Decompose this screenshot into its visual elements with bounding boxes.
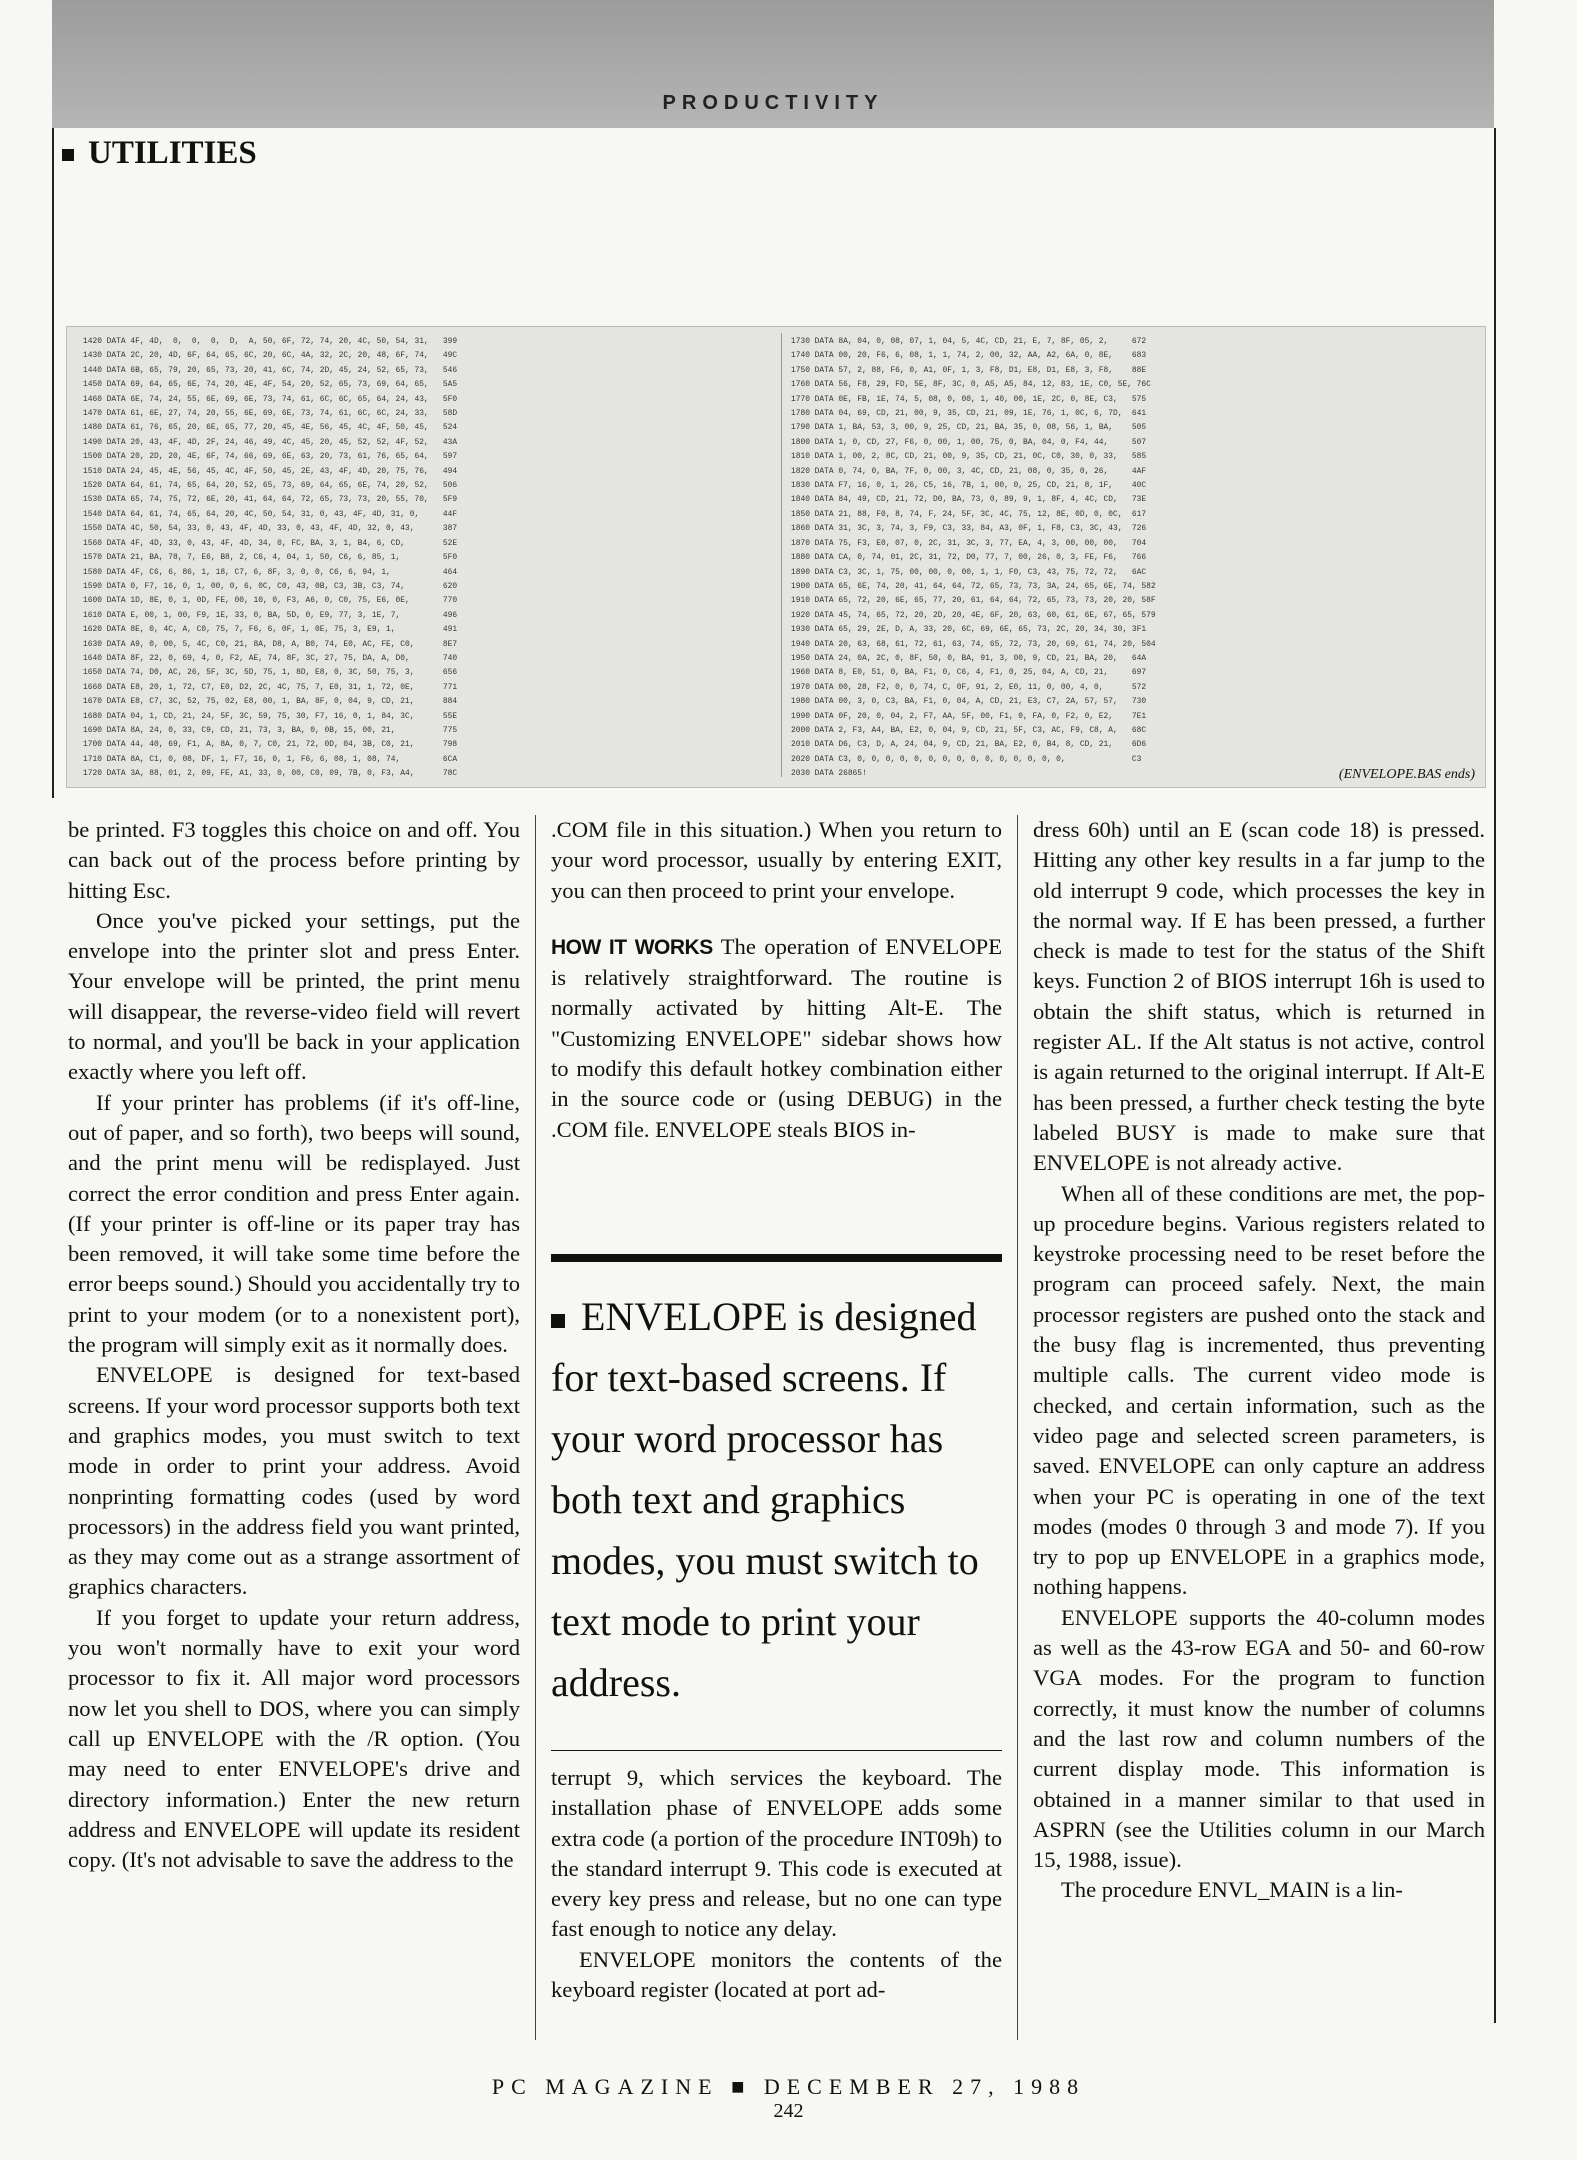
listing-line: 2030 DATA 26865! bbox=[791, 769, 867, 779]
listing-line: 2000 DATA 2, F3, A4, BA, E2, 0, 04, 9, CD, 21, 5F, C3, AC, F9, C8, A, 68C bbox=[791, 725, 1147, 735]
listing-line: 1470 DATA 61, 6E, 27, 74, 20, 55, 6E, 69, 6E, 73, 74, 61, 6C, 6C, 24, 33, 58D bbox=[83, 409, 458, 419]
paragraph: The procedure ENVL_MAIN is a lin- bbox=[1061, 1877, 1403, 1903]
listing-line: 1810 DATA 1, 00, 2, 8C, CD, 21, 00, 9, 35, CD, 21, 0C, C0, 30, 0, 33, 585 bbox=[791, 452, 1147, 462]
listing-line: 1970 DATA 00, 28, F2, 0, 0, 74, C, 0F, 91, 2, E0, 11, 0, 00, 4, 0, 572 bbox=[791, 682, 1147, 692]
listing-line: 1960 DATA 8, E0, 51, 0, BA, F1, 0, C6, 4, F1, 0, 25, 04, A, CD, 21, 697 bbox=[791, 668, 1147, 678]
listing-line: 1850 DATA 21, 88, F0, 8, 74, F, 24, 5F, 3C, 4C, 75, 12, 8E, 0D, 0, 0C, 617 bbox=[791, 509, 1147, 519]
right-border-rule bbox=[1494, 128, 1496, 2023]
bullet-square-icon bbox=[62, 149, 74, 161]
listing-line: 1930 DATA 65, 29, 2E, D, A, 33, 20, 6C, 69, 6E, 65, 73, 2C, 20, 34, 30, 3F1 bbox=[791, 625, 1147, 635]
listing-line: 1750 DATA 57, 2, 88, F6, 0, A1, 0F, 1, 3, F8, D1, E8, D1, E8, 3, F8, 88E bbox=[791, 365, 1147, 375]
paragraph: be printed. F3 toggles this choice on and off. You can back out of the process before printing by hitting Esc. bbox=[68, 817, 520, 903]
listing-line: 1940 DATA 20, 63, 68, 61, 72, 61, 63, 74, 65, 72, 73, 20, 69, 61, 74, 20, 504 bbox=[791, 639, 1156, 649]
listing-line: 1530 DATA 65, 74, 75, 72, 6E, 20, 41, 64, 64, 72, 65, 73, 73, 20, 55, 70, 5F9 bbox=[83, 495, 458, 505]
publication-name: PC MAGAZINE bbox=[491, 2074, 719, 2099]
listing-line: 1830 DATA F7, 16, 0, 1, 26, C5, 16, 7B, 1, 00, 0, 25, CD, 21, 8, 1F, 40C bbox=[791, 481, 1147, 491]
text-column-3 bbox=[1033, 815, 1485, 1906]
listing-line: 1950 DATA 24, 0A, 2C, 0, 8F, 50, 0, BA, 91, 3, 00, 9, CD, 21, BA, 20, 64A bbox=[791, 653, 1147, 663]
paragraph: Once you've picked your settings, put the envelope into the printer slot and press Enter. Your envelope will be printed, the print menu will disappear, the reverse-video field will revert to normal, and you'll be back in your application exactly where you left off. bbox=[68, 907, 520, 1085]
listing-line: 1520 DATA 64, 61, 74, 65, 64, 20, 52, 65, 73, 69, 64, 65, 6E, 74, 20, 52, 506 bbox=[83, 481, 458, 491]
listing-line: 2010 DATA D6, C3, D, A, 24, 04, 9, CD, 21, BA, E2, 0, B4, 8, CD, 21, 6D6 bbox=[791, 740, 1147, 750]
listing-line: 1780 DATA 04, 69, CD, 21, 00, 9, 35, CD, 21, 09, 1E, 76, 1, 0C, 6, 7D, 641 bbox=[791, 409, 1147, 419]
column-rule bbox=[1017, 815, 1018, 2040]
listing-line: 1590 DATA 0, F7, 16, 0, 1, 00, 0, 6, 0C, C0, 43, 0B, C3, 3B, C3, 74, 620 bbox=[83, 581, 458, 591]
listing-line: 1910 DATA 65, 72, 20, 6E, 65, 77, 20, 61, 64, 64, 72, 65, 73, 73, 20, 20, 58F bbox=[791, 596, 1156, 606]
pull-quote-rule bbox=[551, 1750, 1002, 1751]
bullet-square-icon bbox=[551, 1314, 565, 1328]
listing-line: 1610 DATA E, 00, 1, 00, F9, 1E, 33, 0, BA, 5D, 0, E9, 77, 3, 1E, 7, 496 bbox=[83, 610, 458, 620]
listing-divider bbox=[781, 333, 782, 777]
paragraph: terrupt 9, which services the keyboard. The installation phase of ENVELOPE adds some extra code (a portion of the procedure INT09h) to the standard interrupt 9. This code is executed at every key press and release, but no one can type fast enough to notice any delay. bbox=[551, 1765, 1002, 1942]
text-column-2 bbox=[551, 815, 1002, 1145]
column-rule bbox=[535, 815, 536, 2040]
paragraph: When all of these conditions are met, the pop-up procedure begins. Various registers related to keystroke processing need to be reset before the program can proceed safely. Next, the main processor registers are pushed onto the stack and the busy flag is incremented, thus preventing multiple calls. The current video mode is checked, and certain information, such as the video page and selected screen parameters, is saved. ENVELOPE can only capture an address when your PC is operating in one of the text modes (modes 0 through 3 and mode 7). If you try to pop up ENVELOPE in a graphics mode, nothing happens. bbox=[1033, 1180, 1485, 1600]
listing-left-column bbox=[83, 335, 457, 782]
paragraph: ENVELOPE monitors the contents of the keyboard register (located at port ad- bbox=[551, 1946, 1002, 2003]
listing-line: 1500 DATA 20, 2D, 20, 4E, 6F, 74, 66, 69, 6E, 63, 20, 73, 61, 76, 65, 64, 597 bbox=[83, 452, 458, 462]
listing-line: 1760 DATA 56, F8, 29, FD, 5E, 8F, 3C, 0, A5, A5, 84, 12, 83, 1E, C0, 5E, 76C bbox=[791, 380, 1151, 390]
listing-line: 1820 DATA 0, 74, 0, BA, 7F, 0, 00, 3, 4C, CD, 21, 08, 0, 35, 0, 26, 4AF bbox=[791, 466, 1147, 476]
issue-date: DECEMBER 27, 1988 bbox=[763, 2074, 1086, 2099]
subhead-how-it-works: HOW IT WORKS bbox=[551, 935, 713, 959]
listing-line: 1770 DATA 0E, FB, 1E, 74, 5, 08, 0, 00, 1, 40, 00, 1E, 2C, 0, 8E, C3, 575 bbox=[791, 394, 1147, 404]
paragraph: ENVELOPE supports the 40-column modes as well as the 43-row EGA and 50- and 60-row VGA modes. For the program to function correctly, it must know the number of columns and the last row and column numbers of the current display mode. This information is obtained in a manner similar to that used in ASPRN (see the Utilities column in our March 15, 1988, issue). bbox=[1033, 1604, 1485, 1873]
listing-line: 1570 DATA 21, BA, 78, 7, E6, B8, 2, C6, 4, 04, 1, 50, C6, 6, 85, 1, 5F0 bbox=[83, 553, 458, 563]
page-footer: PC MAGAZINE ■ DECEMBER 27, 1988 bbox=[491, 2074, 1086, 2099]
paragraph: If you forget to update your return address, you won't normally have to exit your word processor to fix it. All major word processors now let you shell to DOS, where you can simply call up ENVELOPE with the /R option. (You may need to enter ENVELOPE's drive and directory information.) Enter the new return address and ENVELOPE will update its resident copy. (It's not advisable to save the address to the bbox=[68, 1604, 520, 1873]
listing-line: 1620 DATA 8E, 0, 4C, A, C0, 75, 7, F6, 6, 0F, 1, 0E, 75, 3, E9, 1, 491 bbox=[83, 625, 458, 635]
listing-line: 1880 DATA CA, 0, 74, 01, 2C, 31, 72, D0, 77, 7, 00, 26, 0, 3, FE, F6, 766 bbox=[791, 553, 1147, 563]
listing-caption: (ENVELOPE.BAS ends) bbox=[1338, 767, 1475, 782]
listing-line: 1670 DATA E8, C7, 3C, 52, 75, 02, E8, 00, 1, BA, 8F, 0, 04, 9, CD, 21, 884 bbox=[83, 697, 458, 707]
listing-line: 1800 DATA 1, 0, CD, 27, F6, 0, 00, 1, 00, 75, 0, BA, 04, 0, F4, 44, 507 bbox=[791, 437, 1147, 447]
pull-quote-text: ENVELOPE is designed for text-based screens. If your word processor has both text and graphics modes, you must switch to text mode to print your address. bbox=[551, 1294, 979, 1705]
listing-line: 1550 DATA 4C, 50, 54, 33, 0, 43, 4F, 4D, 33, 0, 43, 4F, 4D, 32, 0, 43, 387 bbox=[83, 524, 458, 534]
listing-line: 1980 DATA 00, 3, 0, C3, BA, F1, 0, 04, A, CD, 21, E3, C7, 2A, 57, 57, 730 bbox=[791, 697, 1147, 707]
paragraph: ENVELOPE is designed for text-based screens. If your word processor supports both text and graphics modes, you must switch to text mode in order to print your address. Avoid nonprinting formatting codes (used by word processors) in the address field you want printed, as they may come out as a strange assortment of graphics characters. bbox=[68, 1362, 520, 1600]
listing-line: 1690 DATA 8A, 24, 0, 33, C9, CD, 21, 73, 3, BA, 0, 0B, 15, 00, 21, 775 bbox=[83, 725, 458, 735]
how-it-works-paragraph bbox=[551, 932, 1002, 1145]
listing-line: 1860 DATA 31, 3C, 3, 74, 3, F9, C3, 33, 84, A3, 0F, 1, F8, C3, 3C, 43, 726 bbox=[791, 524, 1147, 534]
listing-line: 1440 DATA 6B, 65, 79, 20, 65, 73, 20, 41, 6C, 74, 2D, 45, 24, 52, 65, 73, 546 bbox=[83, 365, 458, 375]
category-title: PRODUCTIVITY bbox=[662, 92, 884, 114]
paragraph: .COM file in this situation.) When you return to your word processor, usually by entering EXIT, you can then proceed to print your envelope. bbox=[551, 817, 1002, 903]
listing-line: 1630 DATA A9, 0, 00, 5, 4C, C0, 21, 8A, D8, A, B0, 74, E0, AC, FE, C0, 8E7 bbox=[83, 639, 458, 649]
listing-line: 1420 DATA 4F, 4D, 0, 0, 0, D, A, 50, 6F, 72, 74, 20, 4C, 50, 54, 31, 399 bbox=[83, 337, 458, 346]
text-column-2-continued bbox=[551, 1763, 1002, 2005]
listing-line: 1990 DATA 0F, 20, 0, 04, 2, F7, AA, 5F, 00, F1, 0, FA, 0, F2, 0, E2, 7E1 bbox=[791, 711, 1147, 721]
listing-line: 1740 DATA 00, 20, F6, 6, 08, 1, 1, 74, 2, 00, 32, AA, A2, 6A, 0, 8E, 683 bbox=[791, 351, 1147, 361]
paragraph-text: The operation of ENVELOPE is relatively straightforward. The routine is normally activated by hitting Alt-E. The "Customizing ENVELOPE" sidebar shows how to modify this default hotkey combination either in the source code or (using DEBUG) in the .COM file. ENVELOPE steals BIOS in- bbox=[551, 933, 1002, 1142]
listing-line: 1490 DATA 20, 43, 4F, 4D, 2F, 24, 46, 49, 4C, 45, 20, 45, 52, 52, 4F, 52, 43A bbox=[83, 437, 458, 447]
pull-quote bbox=[551, 1254, 1002, 1742]
listing-line: 1680 DATA 04, 1, CD, 21, 24, 5F, 3C, 59, 75, 30, F7, 16, 0, 1, 84, 3C, 55E bbox=[83, 711, 458, 721]
listing-line: 2020 DATA C3, 0, 0, 0, 0, 0, 0, 0, 0, 0, 0, 0, 0, 0, 0, 0, C3 bbox=[791, 754, 1142, 764]
listing-line: 1600 DATA 1D, 8E, 0, 1, 0D, FE, 00, 10, 0, F3, A6, 0, C0, 75, E6, 0E, 770 bbox=[83, 596, 458, 606]
listing-line: 1480 DATA 61, 76, 65, 20, 6E, 65, 77, 20, 45, 4E, 56, 45, 4C, 4F, 50, 45, 524 bbox=[83, 423, 458, 433]
listing-line: 1540 DATA 64, 61, 74, 65, 64, 20, 4C, 50, 54, 31, 0, 43, 4F, 4D, 31, 0, 44F bbox=[83, 509, 458, 519]
listing-line: 1510 DATA 24, 45, 4E, 56, 45, 4C, 4F, 50, 45, 2E, 43, 4F, 4D, 20, 75, 76, 494 bbox=[83, 466, 458, 476]
listing-line: 1870 DATA 75, F3, E0, 07, 0, 2C, 31, 3C, 3, 77, EA, 4, 3, 00, 00, 00, 704 bbox=[791, 538, 1147, 548]
page-number: 242 bbox=[773, 2100, 804, 2122]
listing-line: 1580 DATA 4F, C6, 6, 86, 1, 18, C7, 6, 8F, 3, 0, 0, C6, 6, 94, 1, 464 bbox=[83, 567, 458, 577]
listing-line: 1450 DATA 69, 64, 65, 6E, 74, 20, 4E, 4F, 54, 20, 52, 65, 73, 69, 64, 65, 5A5 bbox=[83, 380, 458, 390]
listing-line: 1560 DATA 4F, 4D, 33, 0, 43, 4F, 4D, 34, 0, FC, BA, 3, 1, B4, 6, CD, 52E bbox=[83, 538, 458, 548]
pull-quote-text-block bbox=[551, 1286, 1002, 1713]
basic-listing bbox=[66, 326, 1486, 788]
paragraph: dress 60h) until an E (scan code 18) is pressed. Hitting any other key results in a far jump to the old interrupt 9 code, which processes the key in the normal way. If E has been pressed, a further check is made to test for the status of the Shift keys. Function 2 of BIOS interrupt 16h is used to obtain the shift status, which is returned in register AL. If the Alt status is not active, control is again returned to the original interrupt. If Alt-E has been pressed, a further check testing the byte labeled BUSY is made to make sure that ENVELOPE is not already active. bbox=[1033, 817, 1485, 1176]
section-heading-text: UTILITIES bbox=[88, 135, 257, 171]
listing-right-column bbox=[791, 335, 1156, 782]
listing-line: 1700 DATA 44, 40, 69, F1, A, 8A, 0, 7, C0, 21, 72, 0D, 04, 3B, C0, 21, 798 bbox=[83, 740, 458, 750]
listing-line: 1730 DATA 8A, 04, 0, 08, 07, 1, 04, 5, 4C, CD, 21, E, 7, 8F, 05, 2, 672 bbox=[791, 337, 1147, 346]
listing-line: 1920 DATA 45, 74, 65, 72, 20, 2D, 20, 4E, 6F, 20, 63, 60, 61, 6E, 67, 65, 579 bbox=[791, 610, 1156, 620]
section-heading bbox=[62, 135, 257, 172]
listing-line: 1640 DATA 8F, 22, 0, 69, 4, 0, F2, AE, 74, 8F, 3C, 27, 75, DA, A, D0, 740 bbox=[83, 653, 458, 663]
listing-line: 1710 DATA 8A, C1, 0, 08, DF, 1, F7, 16, 0, 1, F6, 6, 08, 1, 08, 74, 6CA bbox=[83, 754, 458, 764]
listing-line: 1430 DATA 2C, 20, 4D, 6F, 64, 65, 6C, 20, 6C, 4A, 32, 2C, 20, 48, 6F, 74, 49C bbox=[83, 351, 458, 361]
listing-line: 1650 DATA 74, D0, AC, 26, 5F, 3C, 5D, 75, 1, 8D, E8, 0, 3C, 50, 75, 3, 656 bbox=[83, 668, 458, 678]
listing-line: 1790 DATA 1, BA, 53, 3, 00, 9, 25, CD, 21, BA, 35, 0, 08, 56, 1, BA, 505 bbox=[791, 423, 1147, 433]
listing-line: 1840 DATA 84, 49, CD, 21, 72, D0, BA, 73, 0, 89, 9, 1, 8F, 4, 4C, CD, 73E bbox=[791, 495, 1147, 505]
listing-line: 1890 DATA C3, 3C, 1, 75, 00, 00, 0, 00, 1, 1, F0, C3, 43, 75, 72, 72, 6AC bbox=[791, 567, 1147, 577]
text-column-1 bbox=[68, 815, 520, 1875]
listing-line: 1900 DATA 65, 6E, 74, 20, 41, 64, 64, 72, 65, 73, 73, 3A, 24, 65, 6E, 74, 582 bbox=[791, 581, 1156, 591]
header-band bbox=[52, 0, 1494, 128]
listing-line: 1460 DATA 6E, 74, 24, 55, 6E, 69, 6E, 73, 74, 61, 6C, 6C, 65, 64, 24, 43, 5F0 bbox=[83, 394, 458, 404]
left-border-rule bbox=[52, 128, 54, 798]
paragraph: If your printer has problems (if it's off-line, out of paper, and so forth), two beeps will sound, and the print menu will be redisplayed. Just correct the error condition and press Enter again. (If your printer is off-line or its paper tray has been removed, it will take some time before the error beeps sound.) Should you accidentally try to print to your modem (or to a nonexistent port), the program will simply exit as it normally does. bbox=[68, 1089, 520, 1358]
listing-line: 1720 DATA 3A, 88, 01, 2, 09, FE, A1, 33, 0, 00, C0, 09, 7B, 0, F3, A4, 78C bbox=[83, 769, 458, 779]
listing-line: 1660 DATA E8, 20, 1, 72, C7, E0, D2, 2C, 4C, 75, 7, E0, 31, 1, 72, 0E, 771 bbox=[83, 682, 458, 692]
